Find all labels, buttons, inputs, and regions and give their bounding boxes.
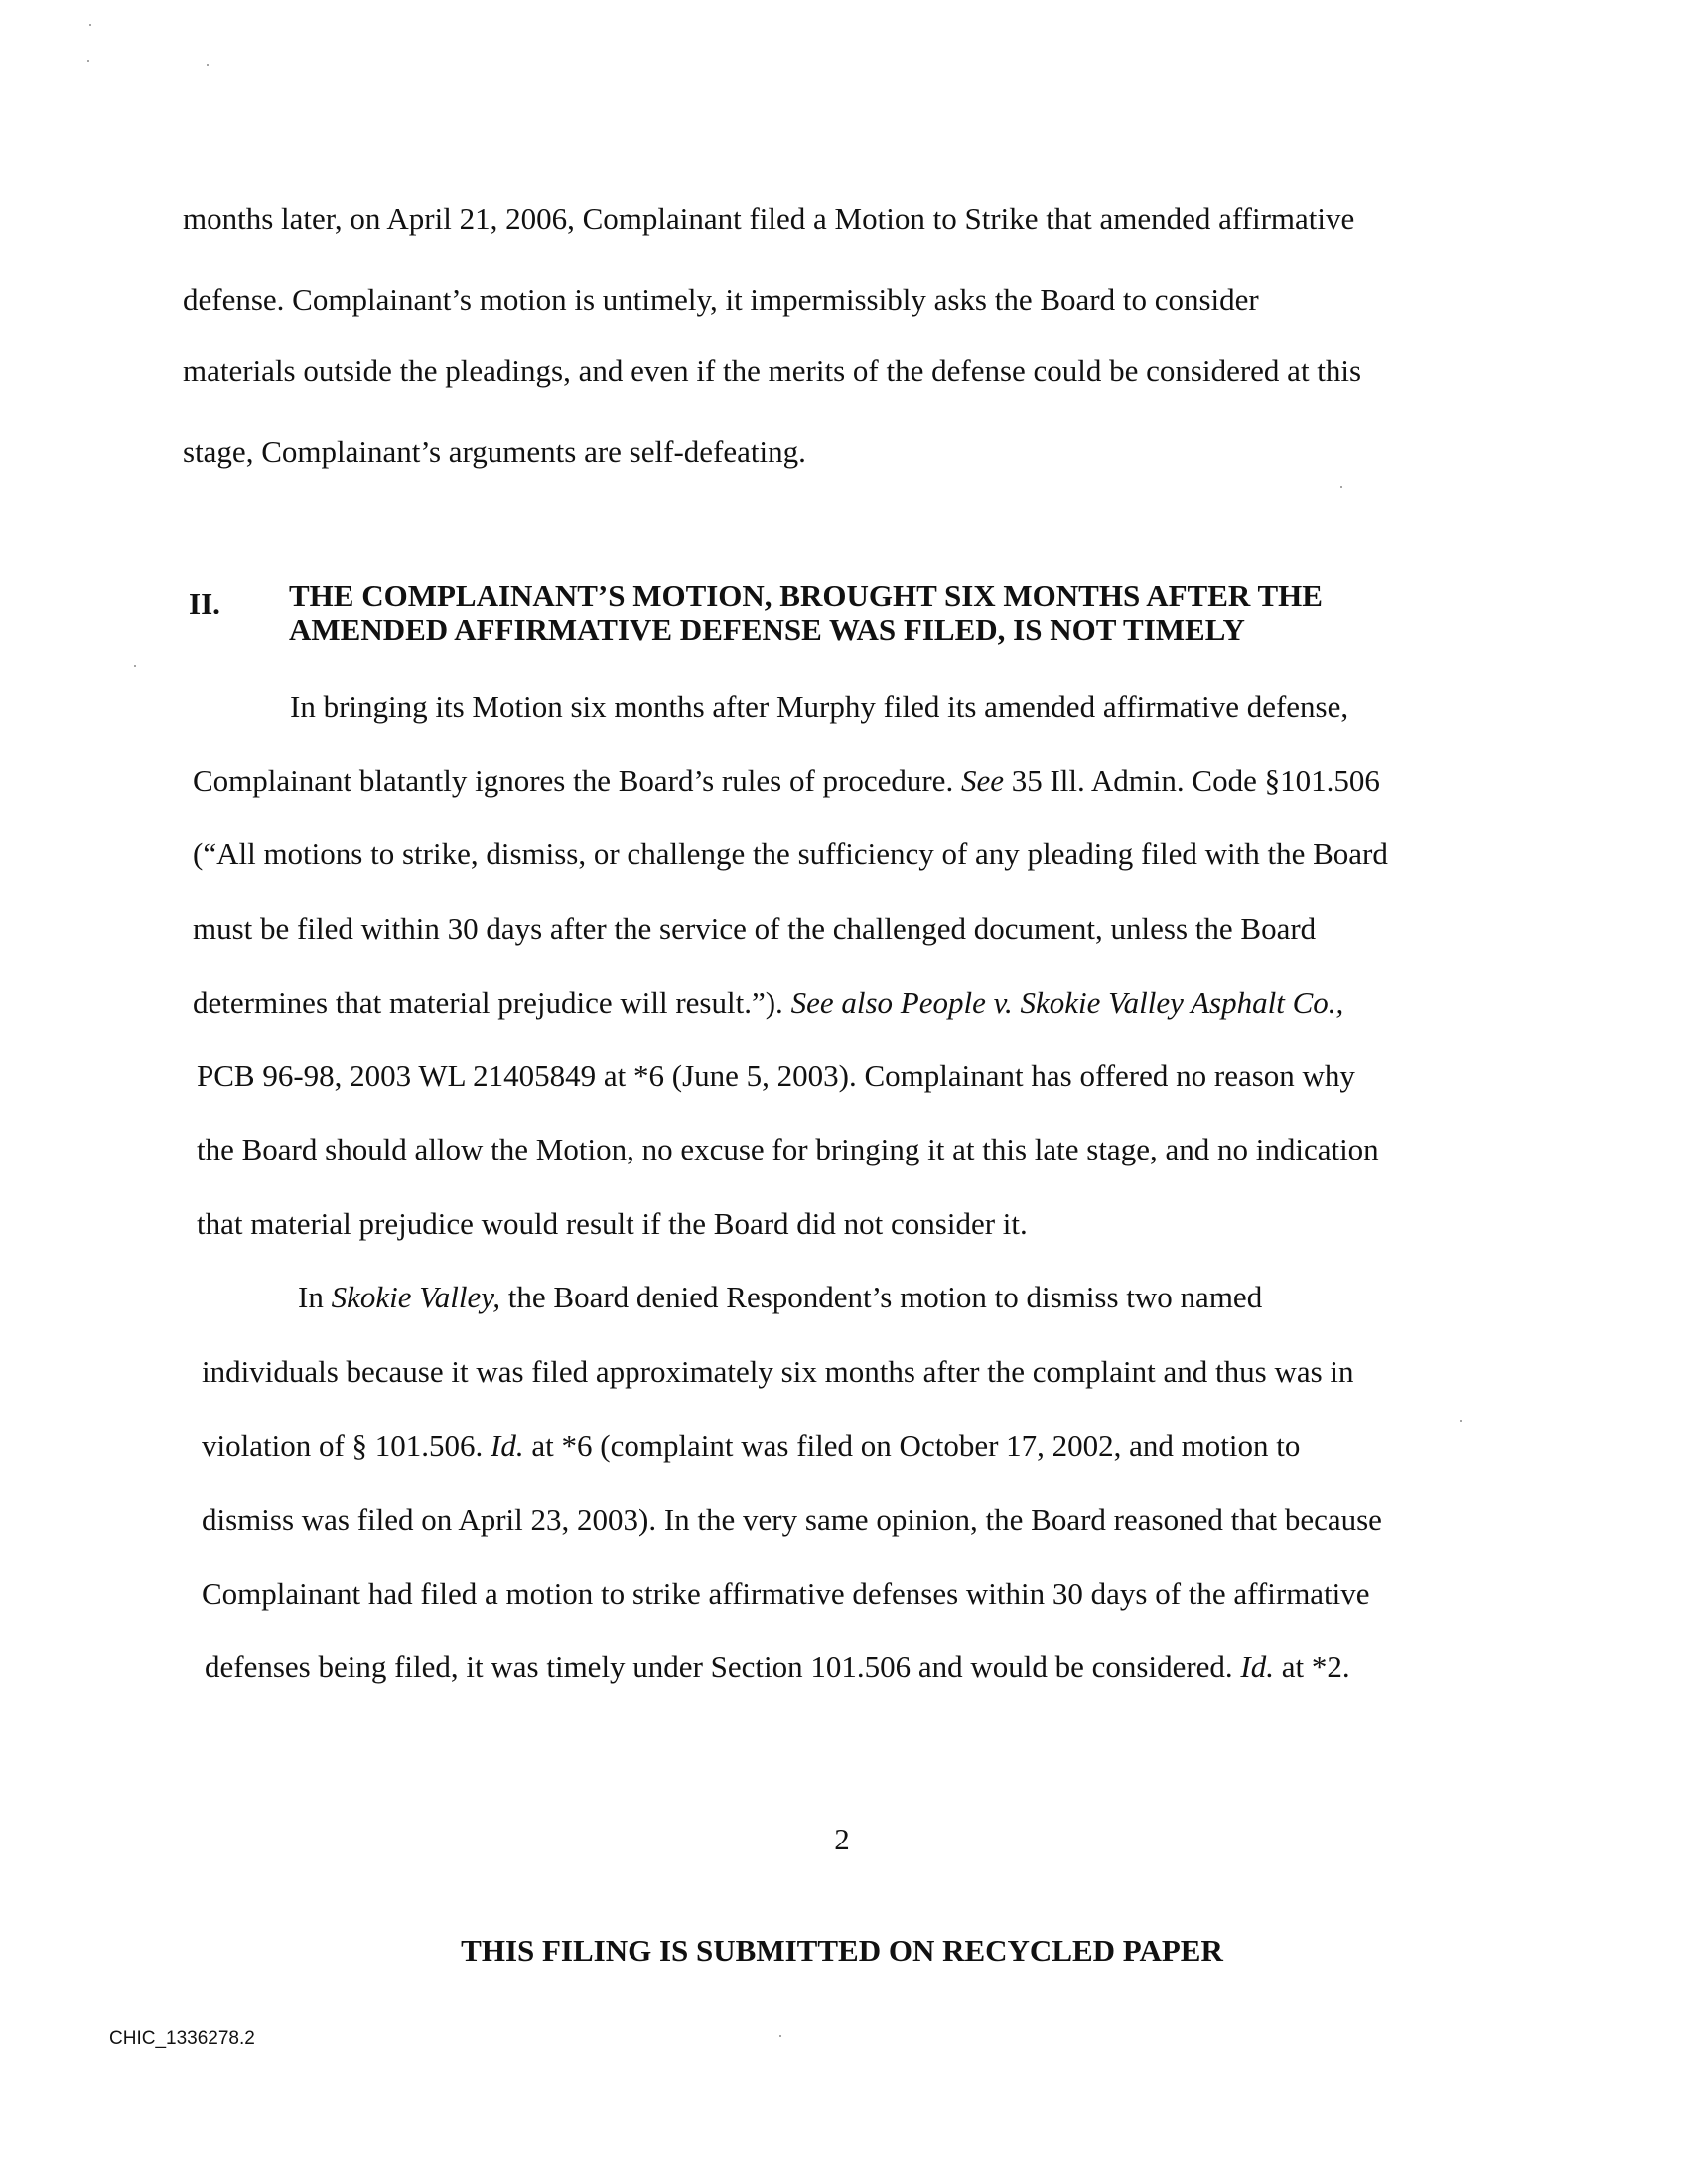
page-number: 2 [834,1822,850,1856]
case-name: Skokie Valley, [331,1280,501,1314]
paragraph-line: Complainant had filed a motion to strike affirmative defenses within 30 days of the affirmative [202,1576,1370,1611]
intro-line: materials outside the pleadings, and even if the merits of the defense could be considered at this [183,353,1362,388]
scan-speck [779,2035,781,2037]
paragraph-line: must be filed within 30 days after the service of the challenged document, unless the Board [193,911,1317,946]
document-id: CHIC_1336278.2 [109,2028,255,2049]
paragraph-line: dismiss was filed on April 23, 2003). In the very same opinion, the Board reasoned that because [202,1502,1382,1537]
scan-speck [89,24,91,26]
paragraph-line: the Board should allow the Motion, no excuse for bringing it at this late stage, and no indication [197,1132,1379,1166]
section-title-line: AMENDED AFFIRMATIVE DEFENSE WAS FILED, IS NOT TIMELY [289,613,1245,647]
section-number: II. [189,586,220,620]
scan-speck [87,60,89,62]
paragraph-line: violation of § 101.506. Id. at *6 (complaint was filed on October 17, 2002, and motion to [202,1429,1301,1463]
case-citation: See also People v. Skokie Valley Asphalt Co., [790,985,1344,1020]
paragraph-line: determines that material prejudice will result.”). See also People v. Skokie Valley Asphalt Co., [193,985,1344,1020]
scan-speck [1460,1420,1462,1422]
citation-signal: See [960,763,1004,798]
paragraph-line: PCB 96-98, 2003 WL 21405849 at *6 (June 5, 2003). Complainant has offered no reason why [197,1058,1355,1093]
scan-speck [207,64,209,66]
paragraph-line: that material prejudice would result if the Board did not consider it. [197,1206,1028,1241]
intro-line: defense. Complainant’s motion is untimely, it impermissibly asks the Board to consider [183,282,1259,317]
citation-id: Id. [1240,1649,1274,1684]
scan-speck [134,665,136,667]
section-title-line: THE COMPLAINANT’S MOTION, BROUGHT SIX MONTHS AFTER THE [289,578,1323,613]
paragraph-line: In Skokie Valley, the Board denied Respondent’s motion to dismiss two named [298,1280,1263,1314]
paragraph-line: defenses being filed, it was timely under Section 101.506 and would be considered. Id. at *2. [205,1649,1350,1684]
paragraph-line: In bringing its Motion six months after Murphy filed its amended affirmative defense, [290,689,1349,724]
paragraph-line: Complainant blatantly ignores the Board’s rules of procedure. See 35 Ill. Admin. Code §101.506 [193,763,1380,798]
paragraph-line: individuals because it was filed approximately six months after the complaint and thus was in [202,1354,1354,1389]
citation-id: Id. [491,1429,524,1463]
intro-line: stage, Complainant’s arguments are self-defeating. [183,434,806,469]
recycled-paper-notice: THIS FILING IS SUBMITTED ON RECYCLED PAPER [461,1933,1223,1968]
intro-line: months later, on April 21, 2006, Complainant filed a Motion to Strike that amended affirmative [183,202,1355,236]
scan-speck [1340,486,1342,488]
paragraph-line: (“All motions to strike, dismiss, or challenge the sufficiency of any pleading filed with the Board [193,836,1388,871]
